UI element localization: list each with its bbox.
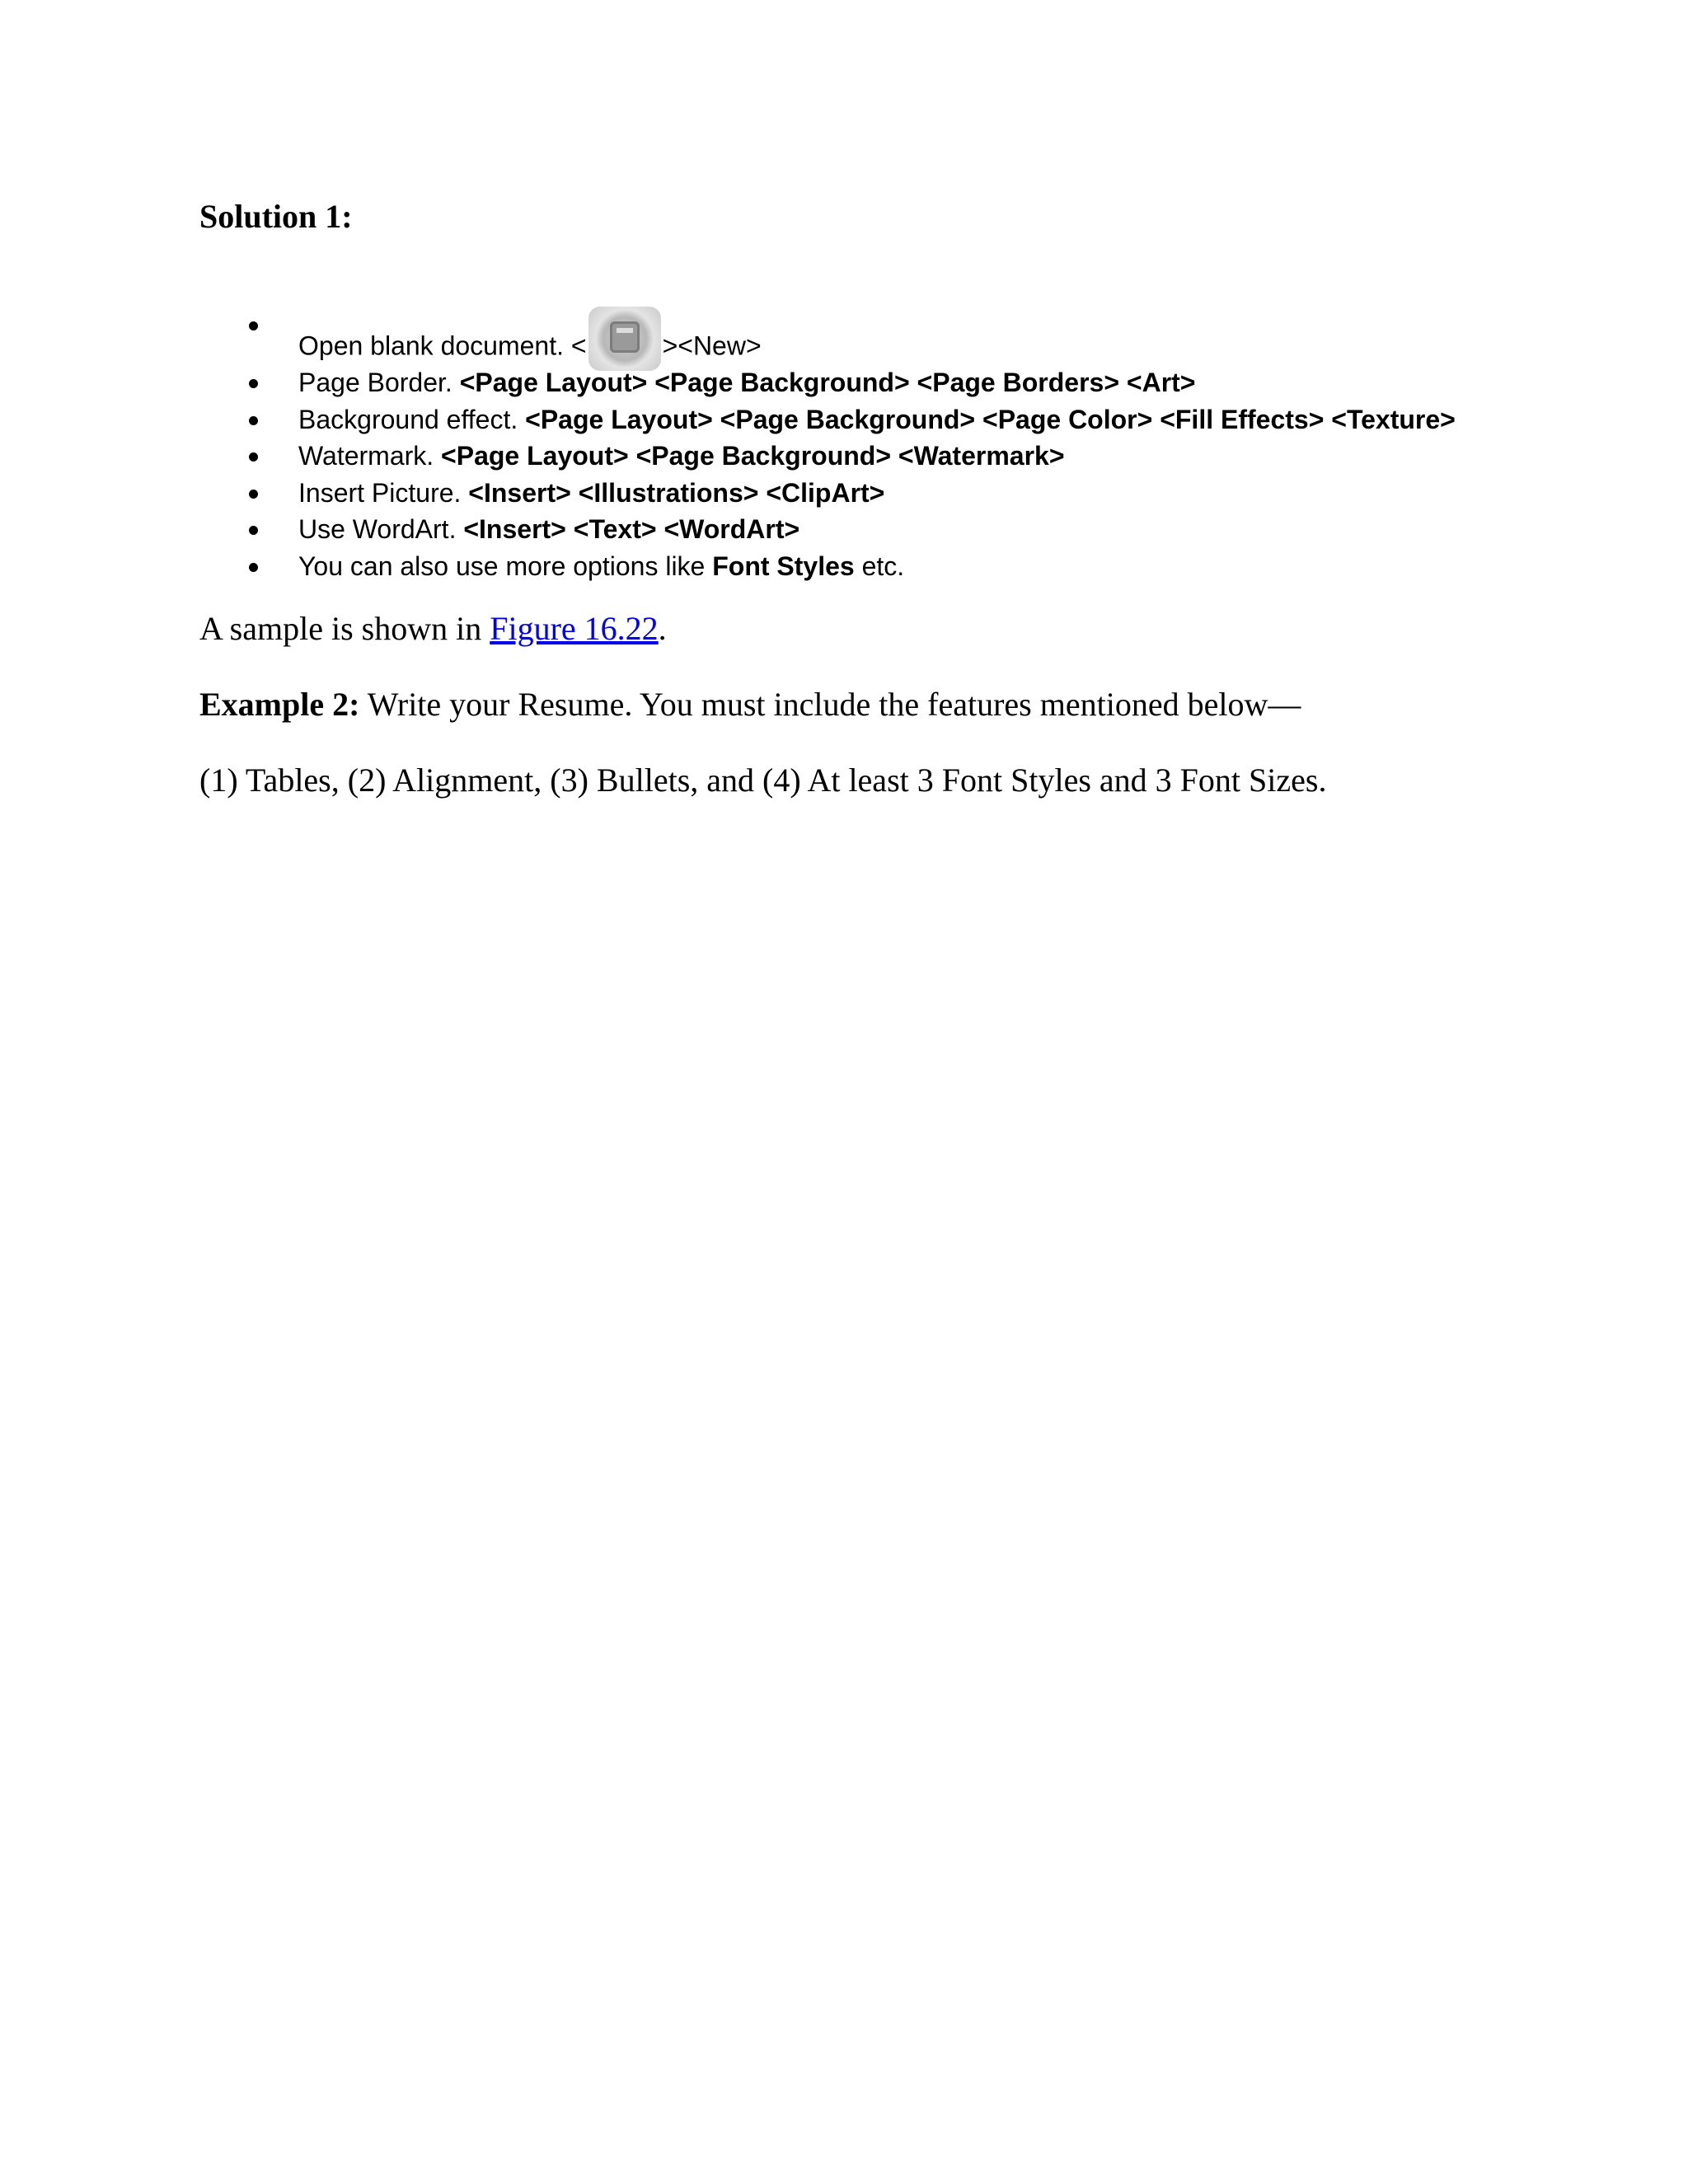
- bullet-icon: [249, 563, 258, 572]
- list-item-text: Use WordArt.: [298, 514, 464, 544]
- bullet-icon: [249, 526, 258, 535]
- list-item-text: Background effect.: [298, 404, 526, 434]
- bullet-icon: [249, 490, 258, 499]
- list-item-text: Open blank document. <: [298, 330, 587, 361]
- list-item: [239, 401, 1640, 438]
- list-item-text: ><New>: [662, 330, 762, 361]
- menu-path: <Page Layout> <Page Background> <Watermark>: [441, 441, 1065, 471]
- list-item-text: Insert Picture.: [298, 477, 469, 508]
- sample-paragraph: [199, 608, 1601, 649]
- list-item: [239, 548, 1640, 585]
- list-item: [239, 364, 1640, 401]
- list-item-text: Page Border.: [298, 368, 460, 397]
- menu-path: <Insert> <Illustrations> <ClipArt>: [468, 477, 885, 508]
- bullet-icon: [249, 452, 258, 462]
- menu-path: <Page Layout> <Page Background> <Page Color> <Fill Effects> <Texture>: [525, 404, 1456, 434]
- list-item: [239, 272, 1640, 364]
- office-button-icon: [588, 307, 661, 371]
- font-styles-term: Font Styles: [712, 551, 855, 581]
- list-item-text: etc.: [854, 551, 905, 581]
- example-label: Example 2:: [199, 686, 360, 723]
- features-paragraph: (1) Tables, (2) Alignment, (3) Bullets, and (4) At least 3 Font Styles and 3 Font Sizes.: [199, 762, 1327, 799]
- bullet-icon: [249, 379, 258, 388]
- bullet-icon: [249, 416, 258, 425]
- sample-text: A sample is shown in: [199, 610, 490, 647]
- menu-path: <Page Layout> <Page Background> <Page Borders> <Art>: [459, 368, 1196, 397]
- list-item-text: You can also use more options like: [298, 551, 713, 581]
- example-paragraph: [199, 684, 1601, 725]
- steps-list: [239, 272, 1640, 584]
- figure-link[interactable]: Figure 16.22: [490, 610, 659, 647]
- sample-period: .: [658, 610, 667, 647]
- bullet-icon: [249, 321, 258, 330]
- list-item: [239, 475, 1640, 512]
- list-item-text: Watermark.: [298, 441, 442, 471]
- menu-path: <Insert> <Text> <WordArt>: [463, 514, 800, 544]
- example-text: Write your Resume. You must include the features mentioned below—: [359, 686, 1301, 723]
- list-item: [239, 511, 1640, 548]
- solution-heading: Solution 1:: [199, 198, 353, 235]
- list-item: [239, 438, 1640, 475]
